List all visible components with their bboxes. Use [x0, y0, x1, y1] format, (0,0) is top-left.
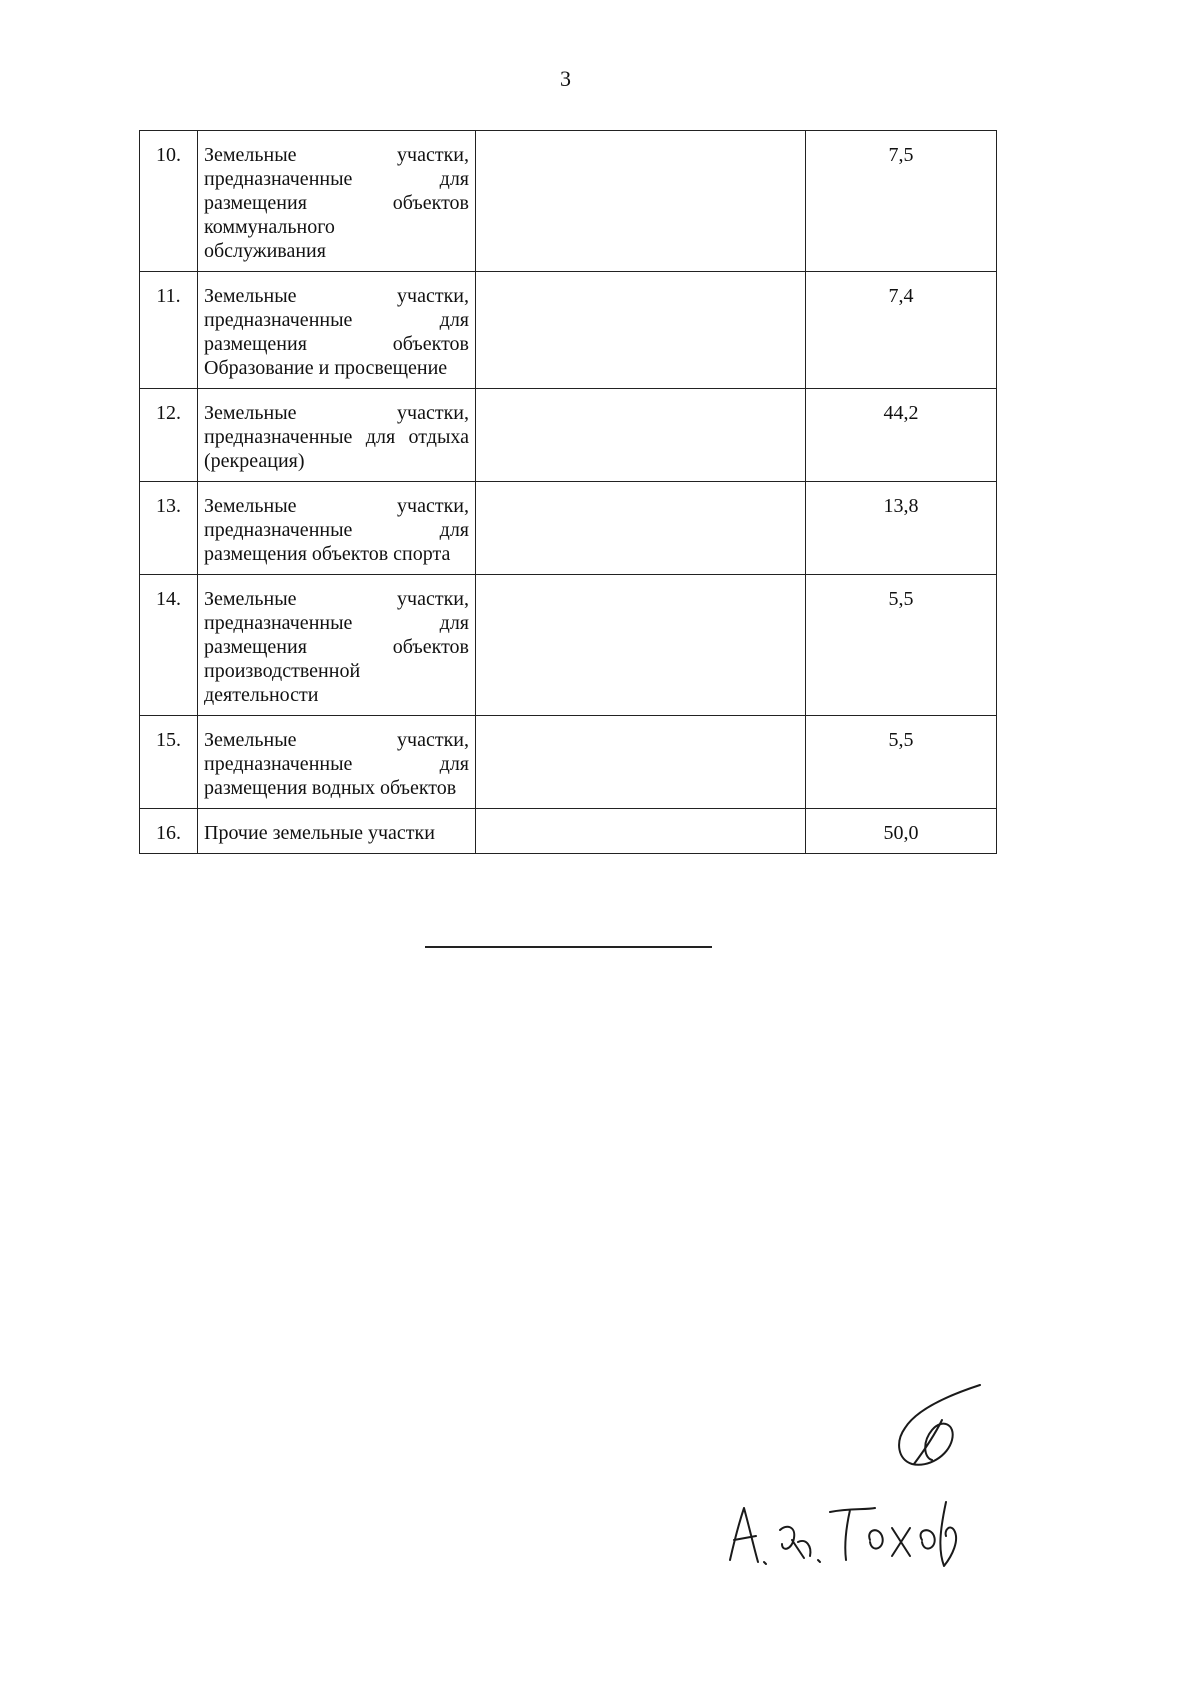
row-number: 12.: [140, 389, 198, 482]
land-category-name: [198, 389, 476, 482]
land-rates-table: [139, 130, 997, 854]
closing-divider-line: [425, 946, 712, 948]
table-row: [140, 131, 997, 272]
row-number: 11.: [140, 272, 198, 389]
rate-value: 13,8: [806, 482, 997, 575]
rate-value: 7,5: [806, 131, 997, 272]
land-category-line: размещения объектов: [204, 192, 469, 214]
land-category-line: Земельные участки,: [204, 402, 469, 424]
land-category-line: коммунального: [204, 216, 335, 238]
table-body: [140, 131, 997, 854]
page-number: 3: [560, 66, 571, 91]
table-row: [140, 809, 997, 854]
land-category-name: [198, 131, 476, 272]
land-category-line: Прочие земельные участки: [204, 822, 435, 844]
land-category-line: размещения объектов: [204, 636, 469, 658]
rate-value: 44,2: [806, 389, 997, 482]
row-number: 10.: [140, 131, 198, 272]
rate-value: 7,4: [806, 272, 997, 389]
land-category-line: Земельные участки,: [204, 588, 469, 610]
land-category-line: Земельные участки,: [204, 729, 469, 751]
land-category-name: [198, 809, 476, 854]
rate-value: 5,5: [806, 575, 997, 716]
row-number: 16.: [140, 809, 198, 854]
row-number: 14.: [140, 575, 198, 716]
land-category-line: (рекреация): [204, 450, 305, 472]
land-category-name: [198, 575, 476, 716]
land-category-line: предназначенные для: [204, 309, 469, 331]
empty-cell: [476, 482, 806, 575]
empty-cell: [476, 272, 806, 389]
land-category-line: предназначенные для отдыха: [204, 426, 469, 448]
land-category-name: [198, 272, 476, 389]
land-category-line: предназначенные для: [204, 753, 469, 775]
land-category-line: Земельные участки,: [204, 285, 469, 307]
empty-cell: [476, 131, 806, 272]
land-category-line: деятельности: [204, 684, 319, 706]
land-category-line: Образование и просвещение: [204, 357, 448, 379]
table-row: [140, 389, 997, 482]
table-row: [140, 575, 997, 716]
land-category-line: производственной: [204, 660, 361, 682]
land-category-name: [198, 482, 476, 575]
rate-value: 5,5: [806, 716, 997, 809]
empty-cell: [476, 716, 806, 809]
table-row: [140, 272, 997, 389]
land-category-line: предназначенные для: [204, 168, 469, 190]
land-category-line: Земельные участки,: [204, 495, 469, 517]
land-category-line: размещения водных объектов: [204, 777, 457, 799]
row-number: 15.: [140, 716, 198, 809]
land-category-line: размещения объектов: [204, 333, 469, 355]
land-category-line: предназначенные для: [204, 612, 469, 634]
empty-cell: [476, 575, 806, 716]
land-category-line: предназначенные для: [204, 519, 469, 541]
empty-cell: [476, 809, 806, 854]
empty-cell: [476, 389, 806, 482]
land-category-line: Земельные участки,: [204, 144, 469, 166]
table-row: [140, 482, 997, 575]
table-row: [140, 716, 997, 809]
land-category-line: обслуживания: [204, 240, 326, 262]
rate-value: 50,0: [806, 809, 997, 854]
row-number: 13.: [140, 482, 198, 575]
land-category-line: размещения объектов спорта: [204, 543, 451, 565]
land-category-name: [198, 716, 476, 809]
handwritten-signature: [700, 1380, 1000, 1600]
